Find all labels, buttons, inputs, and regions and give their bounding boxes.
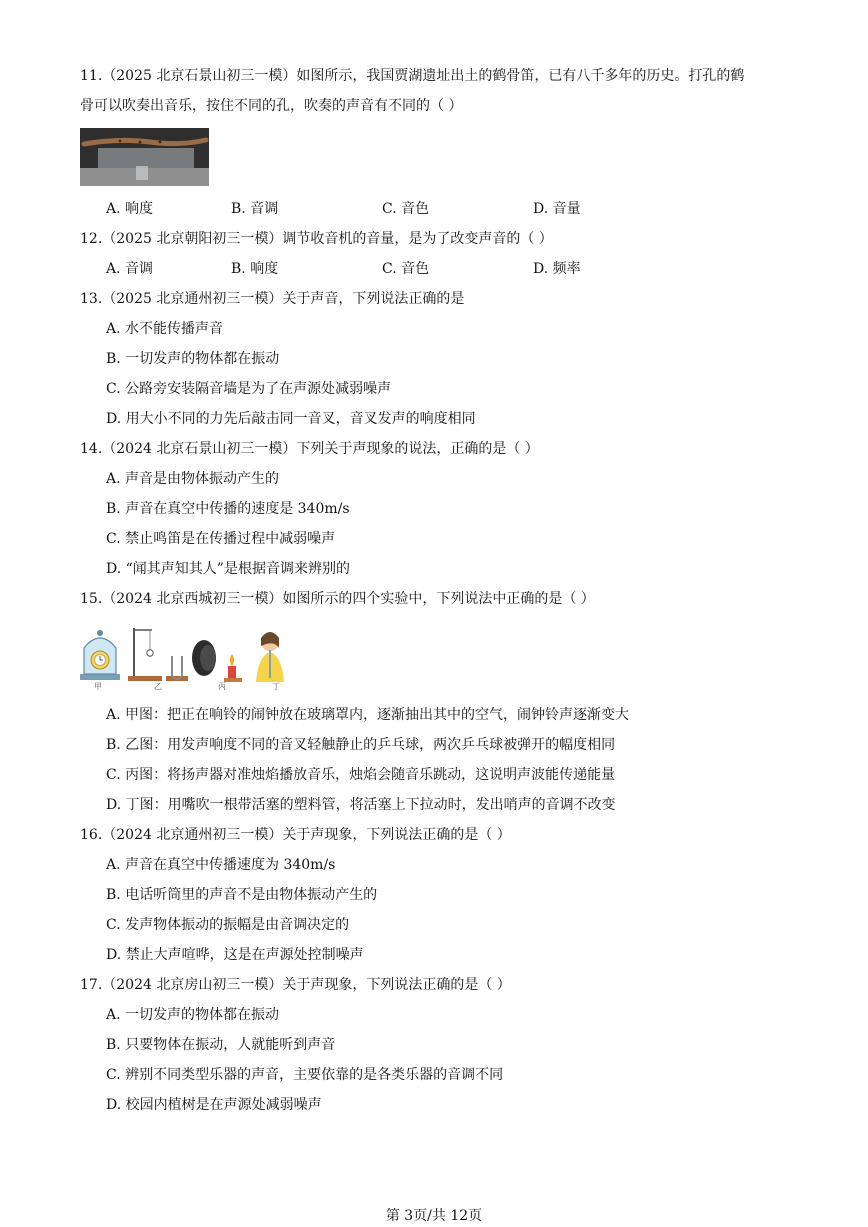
option-d: D. “闻其声知其人”是根据音调来辨别的	[106, 561, 350, 577]
option-d: D. 校园内植树是在声源处减弱噪声	[106, 1097, 322, 1113]
option-d: D. 用大小不同的力先后敲击同一音叉，音叉发声的响度相同	[106, 411, 476, 427]
question-15-stem: 15.（2024 北京西城初三一模）如图所示的四个实验中，下列说法中正确的是（ ）	[80, 591, 595, 607]
option-c: C. 音色	[382, 201, 430, 217]
figure-label-ding: 丁	[272, 682, 280, 691]
tuning-fork-pingpong-illustration	[128, 628, 188, 681]
girl-blowing-tube-illustration	[256, 632, 284, 682]
option-c: C. 公路旁安装隔音墙是为了在声源处减弱噪声	[106, 381, 392, 397]
question-12-options	[0, 259, 868, 279]
option-a: A. 甲图：把正在响铃的闹钟放在玻璃罩内，逐渐抽出其中的空气，闹钟铃声逐渐变大	[106, 707, 630, 723]
page-footer: 第 3页/共 12页	[385, 1208, 483, 1224]
question-11-stem: 11.（2025 北京石景山初三一模）如图所示，我国贾湖遗址出土的鹤骨笛，已有八千多年的历史。打孔的鹤	[80, 68, 745, 84]
option-b: B. 响度	[231, 261, 279, 277]
option-d: D. 禁止大声喧哗，这是在声源处控制噪声	[106, 947, 364, 963]
figure-label-yi: 乙	[154, 682, 162, 691]
option-c: C. 发声物体振动的振幅是由音调决定的	[106, 917, 350, 933]
option-d: D. 频率	[533, 261, 581, 277]
option-a: A. 响度	[106, 201, 154, 217]
option-a: A. 声音在真空中传播速度为 340m/s	[106, 857, 336, 873]
option-b: B. 乙图：用发声响度不同的音叉轻触静止的乒乓球，两次乒乓球被弹开的幅度相同	[106, 737, 616, 753]
question-16-stem: 16.（2024 北京通州初三一模）关于声现象，下列说法正确的是（ ）	[80, 827, 511, 843]
option-b: B. 音调	[231, 201, 279, 217]
question-13-stem: 13.（2025 北京通州初三一模）关于声音，下列说法正确的是	[80, 291, 465, 307]
option-c: C. 丙图：将扬声器对准烛焰播放音乐，烛焰会随音乐跳动，这说明声波能传递能量	[106, 767, 616, 783]
question-11-stem-cont: 骨可以吹奏出音乐，按住不同的孔，吹奏的声音有不同的（ ）	[80, 98, 463, 114]
option-d: D. 音量	[533, 201, 581, 217]
question-17-stem: 17.（2024 北京房山初三一模）关于声现象，下列说法正确的是（ ）	[80, 977, 511, 993]
option-a: A. 声音是由物体振动产生的	[106, 471, 280, 487]
bone-flute-photo	[80, 128, 209, 186]
option-a: A. 一切发声的物体都在振动	[106, 1007, 280, 1023]
option-b: B. 只要物体在振动，人就能听到声音	[106, 1037, 336, 1053]
speaker-candle-illustration	[192, 640, 242, 682]
question-14-stem: 14.（2024 北京石景山初三一模）下列关于声现象的说法，正确的是（ ）	[80, 441, 539, 457]
option-a: A. 水不能传播声音	[106, 321, 224, 337]
figure-label-jia: 甲	[94, 682, 102, 691]
option-c: C. 音色	[382, 261, 430, 277]
option-c: C. 禁止鸣笛是在传播过程中减弱噪声	[106, 531, 336, 547]
option-b: B. 声音在真空中传播的速度是 340m/s	[106, 501, 350, 517]
figure-label-bing: 丙	[218, 682, 226, 691]
option-b: B. 电话听筒里的声音不是由物体振动产生的	[106, 887, 378, 903]
option-c: C. 辨别不同类型乐器的声音，主要依靠的是各类乐器的音调不同	[106, 1067, 504, 1083]
four-experiments-figure	[78, 622, 300, 694]
option-b: B. 一切发声的物体都在振动	[106, 351, 280, 367]
question-12-stem: 12.（2025 北京朝阳初三一模）调节收音机的音量，是为了改变声音的（ ）	[80, 231, 553, 247]
option-d: D. 丁图：用嘴吹一根带活塞的塑料管，将活塞上下拉动时，发出哨声的音调不改变	[106, 797, 616, 813]
question-11-options	[0, 199, 868, 219]
bell-jar-clock-illustration	[80, 630, 120, 680]
option-a: A. 音调	[106, 261, 154, 277]
